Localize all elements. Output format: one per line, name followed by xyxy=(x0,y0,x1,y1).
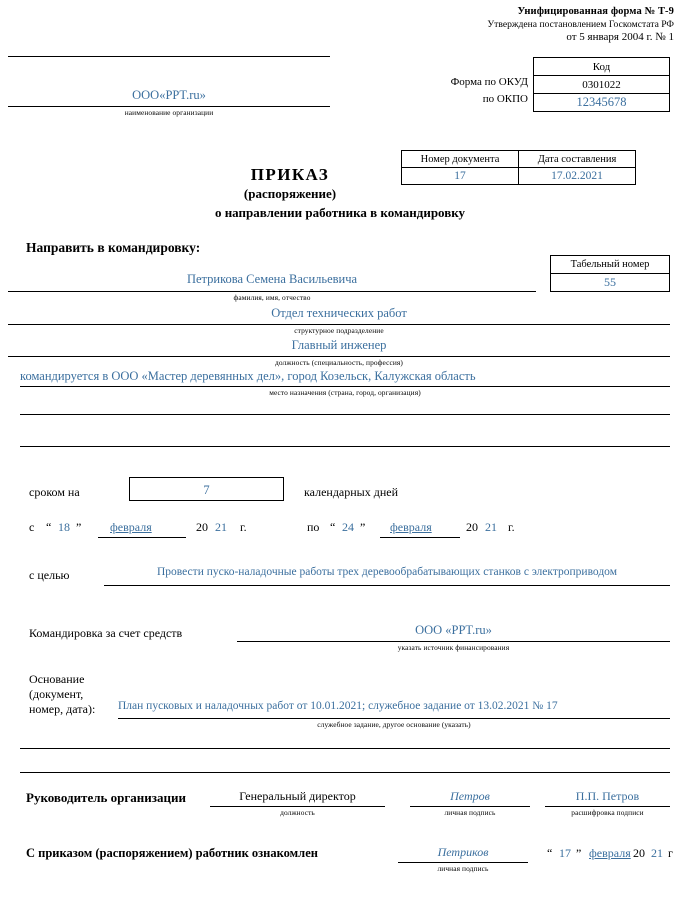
okud-label: Форма по ОКУД xyxy=(450,76,528,88)
code-table-row-okud xyxy=(534,76,670,94)
employee-fio-caption: фамилия, имя, отчество xyxy=(233,293,311,302)
date-from-prefix: с xyxy=(29,520,35,534)
destination-empty-rule-2 xyxy=(20,446,670,447)
position-rule xyxy=(8,356,670,357)
date-from-quote-close: ” xyxy=(76,520,82,534)
basis-label-line-3: номер, дата): xyxy=(29,702,96,716)
subdivision-rule xyxy=(8,324,670,325)
destination-rule xyxy=(20,386,670,387)
financing-value: ООО «PPT.ru» xyxy=(415,623,492,637)
okud-value: 0301022 xyxy=(534,76,670,94)
acknowledgment-signature: Петриков xyxy=(437,845,489,859)
date-to-prefix: по xyxy=(307,520,320,534)
okpo-label: по ОКПО xyxy=(482,93,528,105)
code-table-row-okpo xyxy=(534,94,670,112)
form-header-line-2: Утверждена постановлением Госкомстата РФ xyxy=(487,18,674,30)
basis-caption: служебное задание, другое основание (указать) xyxy=(317,720,471,729)
personnel-number-table xyxy=(550,255,670,292)
basis-label-line-2: (документ, xyxy=(29,687,84,701)
signature-position-caption: должность xyxy=(280,808,315,817)
page-subtitle: (распоряжение) xyxy=(243,186,337,201)
document-date-value: 17.02.2021 xyxy=(519,168,636,185)
acknowledgment-year-prefix: 20 xyxy=(633,846,645,860)
organization-name: ООО«PPT.ru» xyxy=(132,88,206,102)
subdivision-caption: структурное подразделение xyxy=(294,326,384,335)
signature-handwritten-rule xyxy=(410,806,530,807)
date-to-month-rule xyxy=(380,537,460,538)
financing-label: Командировка за счет средств xyxy=(29,626,183,640)
signature-name-rule xyxy=(545,806,670,807)
code-table-header-row xyxy=(534,58,670,76)
acknowledgment-year-suffix: 21 xyxy=(651,846,663,860)
date-from-year-mark: г. xyxy=(240,520,247,534)
date-to-month: февраля xyxy=(390,520,432,534)
financing-rule xyxy=(237,641,670,642)
signature-handwritten: Петров xyxy=(450,789,490,803)
signature-role-label: Руководитель организации xyxy=(26,790,186,805)
date-to-year-mark: г. xyxy=(508,520,515,534)
subdivision-value: Отдел технических работ xyxy=(271,306,407,320)
acknowledgment-day: 17 xyxy=(559,846,571,860)
acknowledgment-label: С приказом (распоряжением) работник ознакомлен xyxy=(26,846,318,860)
date-to-quote-open: “ xyxy=(330,520,336,534)
signature-position-rule xyxy=(210,806,385,807)
term-days-label: календарных дней xyxy=(304,485,399,499)
acknowledgment-year-mark: г xyxy=(668,846,673,860)
date-from-year-prefix: 20 xyxy=(196,520,208,534)
document-number-value: 17 xyxy=(402,168,519,185)
signature-name-value: П.П. Петров xyxy=(575,789,640,803)
page-subject: о направлении работника в командировку xyxy=(214,205,466,220)
personnel-number-label: Табельный номер xyxy=(551,256,670,274)
destination-value: командируется в ООО «Мастер деревянных дел», город Козельск, Калужская область xyxy=(20,369,476,383)
purpose-label: с целью xyxy=(29,568,70,582)
directive-heading: Направить в командировку: xyxy=(26,240,201,255)
organization-rule xyxy=(8,106,330,107)
personnel-number-header-row xyxy=(551,256,670,274)
signature-name-caption: расшифровка подписи xyxy=(571,808,644,817)
form-header xyxy=(430,6,674,44)
term-label: сроком на xyxy=(29,485,80,499)
personnel-number-value: 55 xyxy=(551,274,670,292)
date-from-quote-open: “ xyxy=(46,520,52,534)
acknowledgment-signature-rule xyxy=(398,862,528,863)
organization-caption: наименование организации xyxy=(124,108,214,117)
basis-empty-rule-2 xyxy=(20,772,670,773)
date-from-year-suffix: 21 xyxy=(215,520,227,534)
financing-caption: указать источник финансирования xyxy=(397,643,510,652)
personnel-number-value-row xyxy=(551,274,670,292)
basis-rule xyxy=(118,718,670,719)
acknowledgment-month: февраля xyxy=(589,846,631,860)
code-table xyxy=(533,57,670,112)
basis-label-line-1: Основание xyxy=(29,672,85,686)
code-table-header: Код xyxy=(534,58,670,76)
basis-empty-rule-1 xyxy=(20,748,670,749)
date-to-year-prefix: 20 xyxy=(466,520,478,534)
document-number-table xyxy=(401,150,636,185)
signature-position-value: Генеральный директор xyxy=(239,789,356,803)
acknowledgment-signature-caption: личная подпись xyxy=(437,864,489,873)
date-to-year-suffix: 21 xyxy=(485,520,497,534)
signature-handwritten-caption: личная подпись xyxy=(444,808,496,817)
form-header-line-1: Унифицированная форма № Т-9 xyxy=(517,6,674,17)
term-days-value: 7 xyxy=(203,483,210,497)
acknowledgment-quote-close: ” xyxy=(576,846,582,860)
basis-value: План пусковых и наладочных работ от 10.01.2021; служебное задание от 13.02.2021 № 17 xyxy=(118,700,558,712)
document-table-value-row xyxy=(402,168,636,185)
destination-empty-rule-1 xyxy=(20,414,670,415)
page-title: ПРИКАЗ xyxy=(250,165,330,184)
document-number-header: Номер документа xyxy=(402,151,519,168)
employee-fio-value: Петрикова Семена Васильевича xyxy=(186,272,358,286)
acknowledgment-quote-open: “ xyxy=(547,846,553,860)
employee-fio-rule xyxy=(8,291,536,292)
document-date-header: Дата составления xyxy=(519,151,636,168)
okpo-value: 12345678 xyxy=(534,94,670,112)
date-to-day: 24 xyxy=(342,520,354,534)
date-to-quote-close: ” xyxy=(360,520,366,534)
blank-rule-top xyxy=(8,56,330,57)
date-from-month-rule xyxy=(98,537,186,538)
position-caption: должность (специальность, профессия) xyxy=(275,358,403,367)
purpose-value: Провести пуско-наладочные работы трех деревообрабатывающих станков с электроприводом xyxy=(157,566,617,578)
form-header-line-3: от 5 января 2004 г. № 1 xyxy=(566,30,674,43)
purpose-rule xyxy=(104,585,670,586)
destination-caption: место назначения (страна, город, организация) xyxy=(269,388,421,397)
position-value: Главный инженер xyxy=(291,338,387,352)
document-table-header-row xyxy=(402,151,636,168)
date-from-day: 18 xyxy=(58,520,70,534)
date-from-month: февраля xyxy=(110,520,152,534)
